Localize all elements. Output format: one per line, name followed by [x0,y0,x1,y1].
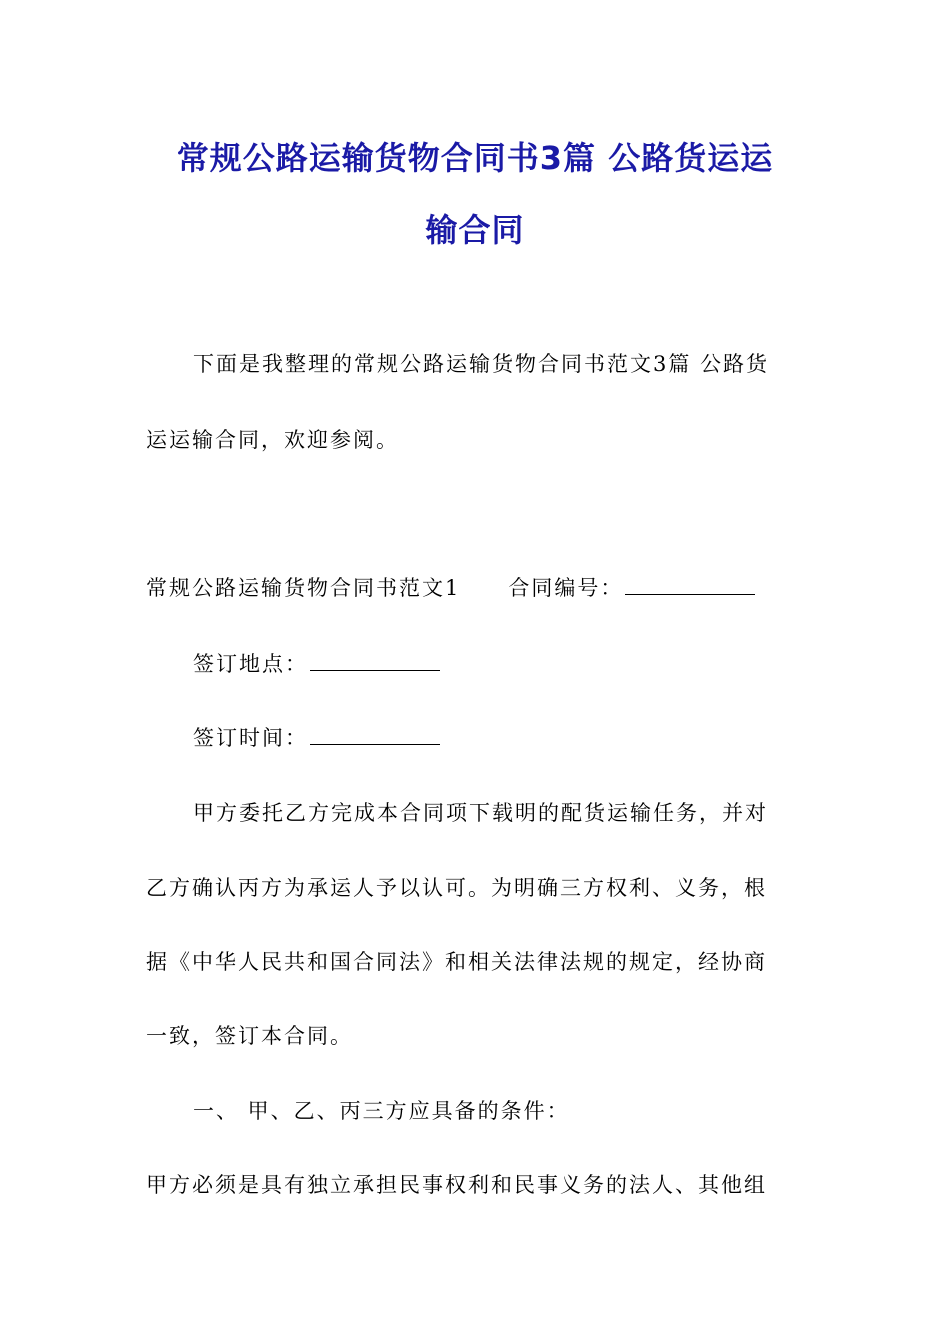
paragraph-1-line-4: 一致，签订本合同。 [146,1024,353,1048]
sample-heading: 常规公路运输货物合同书范文1 [146,576,461,600]
intro-line-2: 运运输合同，欢迎参阅。 [146,428,399,452]
sign-place-row [193,648,440,678]
document-title-line-1: 常规公路运输货物合同书3篇 公路货运运 [176,139,774,177]
sample-heading-row [146,572,755,602]
contract-number-label: 合同编号： [508,576,624,600]
intro-line-1: 下面是我整理的常规公路运输货物合同书范文3篇 公路货 [193,352,770,376]
sign-time-label: 签订时间： [193,726,308,750]
sign-time-blank [310,726,440,745]
paragraph-1-line-1: 甲方委托乙方完成本合同项下载明的配货运输任务，并对 [193,801,768,825]
paragraph-1-line-3: 据《中华人民共和国合同法》和相关法律法规的规定，经协商 [146,950,767,974]
sign-place-label: 签订地点： [193,652,308,676]
contract-number-blank [625,576,755,595]
section-1-heading: 一、 甲、乙、丙三方应具备的条件： [193,1099,570,1123]
paragraph-1-line-2: 乙方确认丙方为承运人予以认可。为明确三方权利、义务，根 [146,876,767,900]
document-title-line-2: 输合同 [425,211,525,249]
sign-place-blank [310,652,440,671]
sign-time-row [193,722,440,752]
paragraph-2-line-1: 甲方必须是具有独立承担民事权利和民事义务的法人、其他组 [146,1173,767,1197]
